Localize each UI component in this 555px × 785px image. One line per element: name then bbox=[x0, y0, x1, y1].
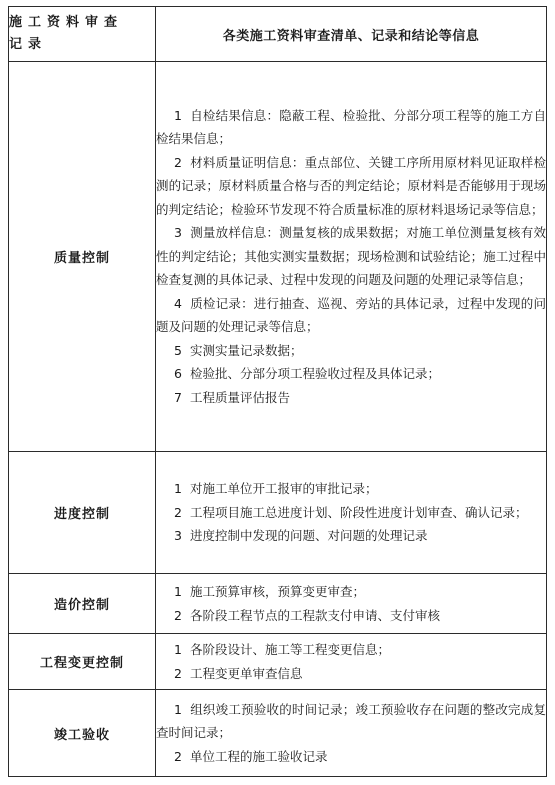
row-content bbox=[156, 452, 547, 574]
list-item bbox=[156, 221, 546, 292]
item-text: 质检记录：进行抽查、巡视、旁站的具体记录，过程中发现的问题及问题的处理记录等信息； bbox=[156, 295, 546, 335]
item-number: 2 bbox=[174, 154, 182, 170]
row-label: 造价控制 bbox=[9, 574, 156, 634]
header-content-cell: 各类施工资料审查清单、记录和结论等信息 bbox=[156, 7, 547, 62]
item-text: 工程项目施工总进度计划、阶段性进度计划审查、确认记录； bbox=[190, 504, 528, 520]
list-item bbox=[156, 362, 546, 386]
row-label: 竣工验收 bbox=[9, 690, 156, 777]
item-text: 材料质量证明信息：重点部位、关键工序所用原材料见证取样检测的记录；原材料质量合格与否的判定结论；原材料是否能够用于现场的判定结论；检验环节发现不符合质量标准的原材料退场记录等信息； bbox=[156, 154, 546, 217]
item-number: 2 bbox=[174, 665, 182, 681]
list-item bbox=[156, 662, 546, 686]
list-item bbox=[156, 524, 546, 548]
row-schedule-control bbox=[9, 452, 547, 574]
item-number: 2 bbox=[174, 607, 182, 623]
item-text: 进度控制中发现的问题、对问题的处理记录 bbox=[190, 528, 428, 544]
item-number: 7 bbox=[174, 389, 182, 405]
item-text: 自检结果信息：隐蔽工程、检验批、分部分项工程等的施工方自检结果信息； bbox=[156, 107, 546, 147]
item-number: 3 bbox=[174, 225, 182, 241]
item-number: 1 bbox=[174, 107, 182, 123]
list-item bbox=[156, 638, 546, 662]
header-label-line1: 施工资料审查 bbox=[9, 15, 124, 30]
item-text: 测量放样信息：测量复核的成果数据；对施工单位测量复核有效性的判定结论；其他实测实量数据；现场检测和试验结论；施工过程中检查复测的具体记录、过程中发现的问题及问题的处理记录等信息； bbox=[156, 225, 546, 288]
row-cost-control bbox=[9, 574, 547, 634]
item-text: 检验批、分部分项工程验收过程及具体记录； bbox=[190, 366, 441, 382]
item-number: 1 bbox=[174, 701, 182, 717]
row-content bbox=[156, 690, 547, 777]
list-item bbox=[156, 292, 546, 339]
item-text: 对施工单位开工报审的审批记录； bbox=[190, 481, 378, 497]
list-item bbox=[156, 501, 546, 525]
list-item bbox=[156, 477, 546, 501]
item-text: 实测实量记录数据； bbox=[190, 342, 303, 358]
item-text: 工程质量评估报告 bbox=[190, 389, 291, 405]
list-item bbox=[156, 604, 546, 628]
list-item bbox=[156, 698, 546, 745]
item-number: 6 bbox=[174, 366, 182, 382]
item-number: 1 bbox=[174, 481, 182, 497]
review-record-table bbox=[8, 6, 547, 777]
row-content bbox=[156, 62, 547, 452]
item-text: 各阶段工程节点的工程款支付申请、支付审核 bbox=[190, 607, 441, 623]
row-quality-control bbox=[9, 62, 547, 452]
list-item bbox=[156, 745, 546, 769]
item-text: 工程变更单审查信息 bbox=[190, 665, 303, 681]
item-text: 各阶段设计、施工等工程变更信息； bbox=[190, 642, 391, 657]
list-item bbox=[156, 151, 546, 222]
list-item bbox=[156, 104, 546, 151]
item-number: 2 bbox=[174, 504, 182, 520]
row-label: 进度控制 bbox=[9, 452, 156, 574]
header-row bbox=[9, 7, 547, 62]
row-label: 质量控制 bbox=[9, 62, 156, 452]
row-change-control bbox=[9, 634, 547, 690]
list-item bbox=[156, 580, 546, 604]
item-number: 1 bbox=[174, 642, 182, 657]
item-number: 5 bbox=[174, 342, 182, 358]
item-text: 单位工程的施工验收记录 bbox=[190, 748, 328, 764]
row-label: 工程变更控制 bbox=[9, 634, 156, 690]
item-text: 施工预算审核，预算变更审查； bbox=[190, 584, 366, 599]
list-item bbox=[156, 339, 546, 363]
header-label-line2: 记录 bbox=[9, 37, 48, 52]
item-number: 1 bbox=[174, 584, 182, 599]
item-number: 3 bbox=[174, 528, 182, 544]
row-completion-acceptance bbox=[9, 690, 547, 777]
item-number: 4 bbox=[174, 295, 182, 311]
row-content bbox=[156, 634, 547, 690]
header-label-cell bbox=[9, 7, 156, 62]
list-item bbox=[156, 386, 546, 410]
row-content bbox=[156, 574, 547, 634]
item-text: 组织竣工预验收的时间记录；竣工预验收存在问题的整改完成复查时间记录； bbox=[156, 701, 546, 741]
item-number: 2 bbox=[174, 748, 182, 764]
